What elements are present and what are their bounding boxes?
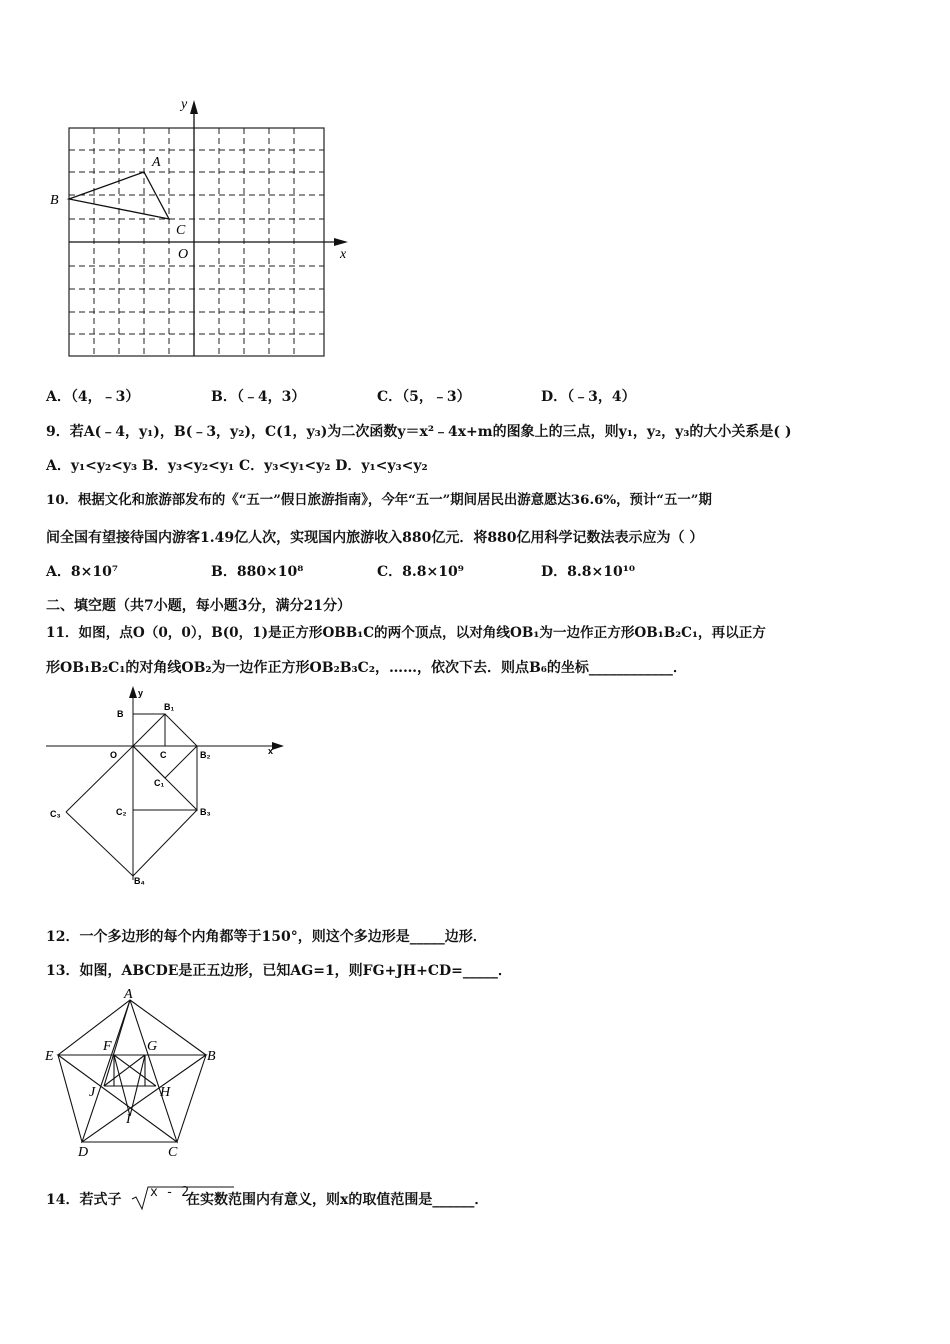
q8-option-d: D．（﹣3，4） — [541, 389, 636, 405]
q8-option-c: C．（5，﹣3） — [377, 389, 471, 405]
q10-line2: 间全国有望接待国内游客1.49亿人次，实现国内旅游收入880亿元．将880亿用科学记数法表示应为（ ） — [46, 530, 704, 546]
coordinate-grid-figure — [44, 92, 364, 368]
point-a-label: A — [152, 155, 161, 170]
fig2-label-b3: B₃ — [200, 807, 211, 817]
fig3-label-h: H — [160, 1085, 171, 1100]
q13-text: 13．如图，ABCDE是正五边形，已知AG=1，则FG+JH+CD=_____． — [46, 963, 512, 979]
q14-pre: 14．若式子 — [46, 1192, 122, 1208]
q11-line2: 形OB₁B₂C₁的对角线OB₂为一边作正方形OB₂B₃C₂，……，依次下去．则点B₆的坐标____________． — [46, 660, 687, 676]
q10-option-c: C．8.8×10⁹ — [377, 564, 464, 580]
fig2-label-c1: C₁ — [154, 778, 165, 788]
q8-option-a: A．（4，﹣3） — [46, 389, 140, 405]
section2-title: 二、填空题（共7小题，每小题3分，满分21分） — [46, 598, 351, 614]
fig3-label-g: G — [147, 1039, 158, 1054]
fig2-label-o: O — [110, 750, 118, 760]
point-c-label: C — [176, 223, 186, 238]
q9-options: A．y₁<y₂<y₃ B．y₃<y₂<y₁ C．y₃<y₁<y₂ D．y₁<y₃<y₂ — [46, 458, 428, 474]
fig2-label-b: B — [117, 709, 124, 719]
fig2-label-x: x — [268, 746, 274, 756]
q12-text: 12．一个多边形的每个内角都等于150°，则这个多边形是_____边形． — [46, 929, 487, 945]
q9-stem: 9．若A(﹣4，y₁)，B(﹣3，y₂)，C(1，y₃)为二次函数y＝x²﹣4x+m的图象上的三点，则y₁，y₂，y₃的大小关系是( ) — [46, 424, 792, 440]
fig2-label-y: y — [138, 688, 144, 698]
x-axis-label: x — [340, 247, 347, 262]
square-spiral-figure — [44, 684, 294, 894]
q14-radicand: x - 2 — [150, 1185, 190, 1200]
fig2-label-c: C — [160, 750, 167, 760]
fig3-label-e: E — [45, 1049, 54, 1064]
fig2-label-c3: C₃ — [50, 809, 61, 819]
y-axis-label: y — [181, 97, 188, 112]
q10-option-b: B．880×10⁸ — [211, 564, 304, 580]
fig3-label-f: F — [103, 1039, 112, 1054]
fig2-label-b2: B₂ — [200, 750, 211, 760]
fig2-label-c2: C₂ — [116, 807, 127, 817]
fig2-label-b4: B₄ — [134, 876, 145, 886]
q14-post: 在实数范围内有意义，则x的取值范围是______． — [186, 1192, 489, 1208]
fig3-label-a: A — [124, 987, 133, 1002]
fig3-label-c: C — [168, 1145, 178, 1160]
q8-option-b: B．（﹣4，3） — [211, 389, 306, 405]
point-b-label: B — [50, 193, 59, 208]
q10-option-a: A．8×10⁷ — [46, 564, 118, 580]
q11-line1: 11．如图，点O（0，0），B(0，1)是正方形OBB₁C的两个顶点，以对角线OB₁为一边作正方形OB₁B₂C₁，再以正方 — [46, 625, 766, 641]
fig3-label-d: D — [78, 1145, 89, 1160]
fig3-label-j: J — [89, 1085, 96, 1100]
pentagon-star-figure — [44, 986, 230, 1160]
fig2-label-b1: B₁ — [164, 702, 175, 712]
origin-label: O — [178, 247, 189, 262]
q10-option-d: D．8.8×10¹⁰ — [541, 564, 635, 580]
fig3-label-b: B — [207, 1049, 216, 1064]
fig3-label-i: I — [126, 1112, 131, 1127]
q10-line1: 10．根据文化和旅游部发布的《“五一”假日旅游指南》，今年“五一”期间居民出游意愿达36.6%，预计“五一”期 — [46, 492, 712, 508]
